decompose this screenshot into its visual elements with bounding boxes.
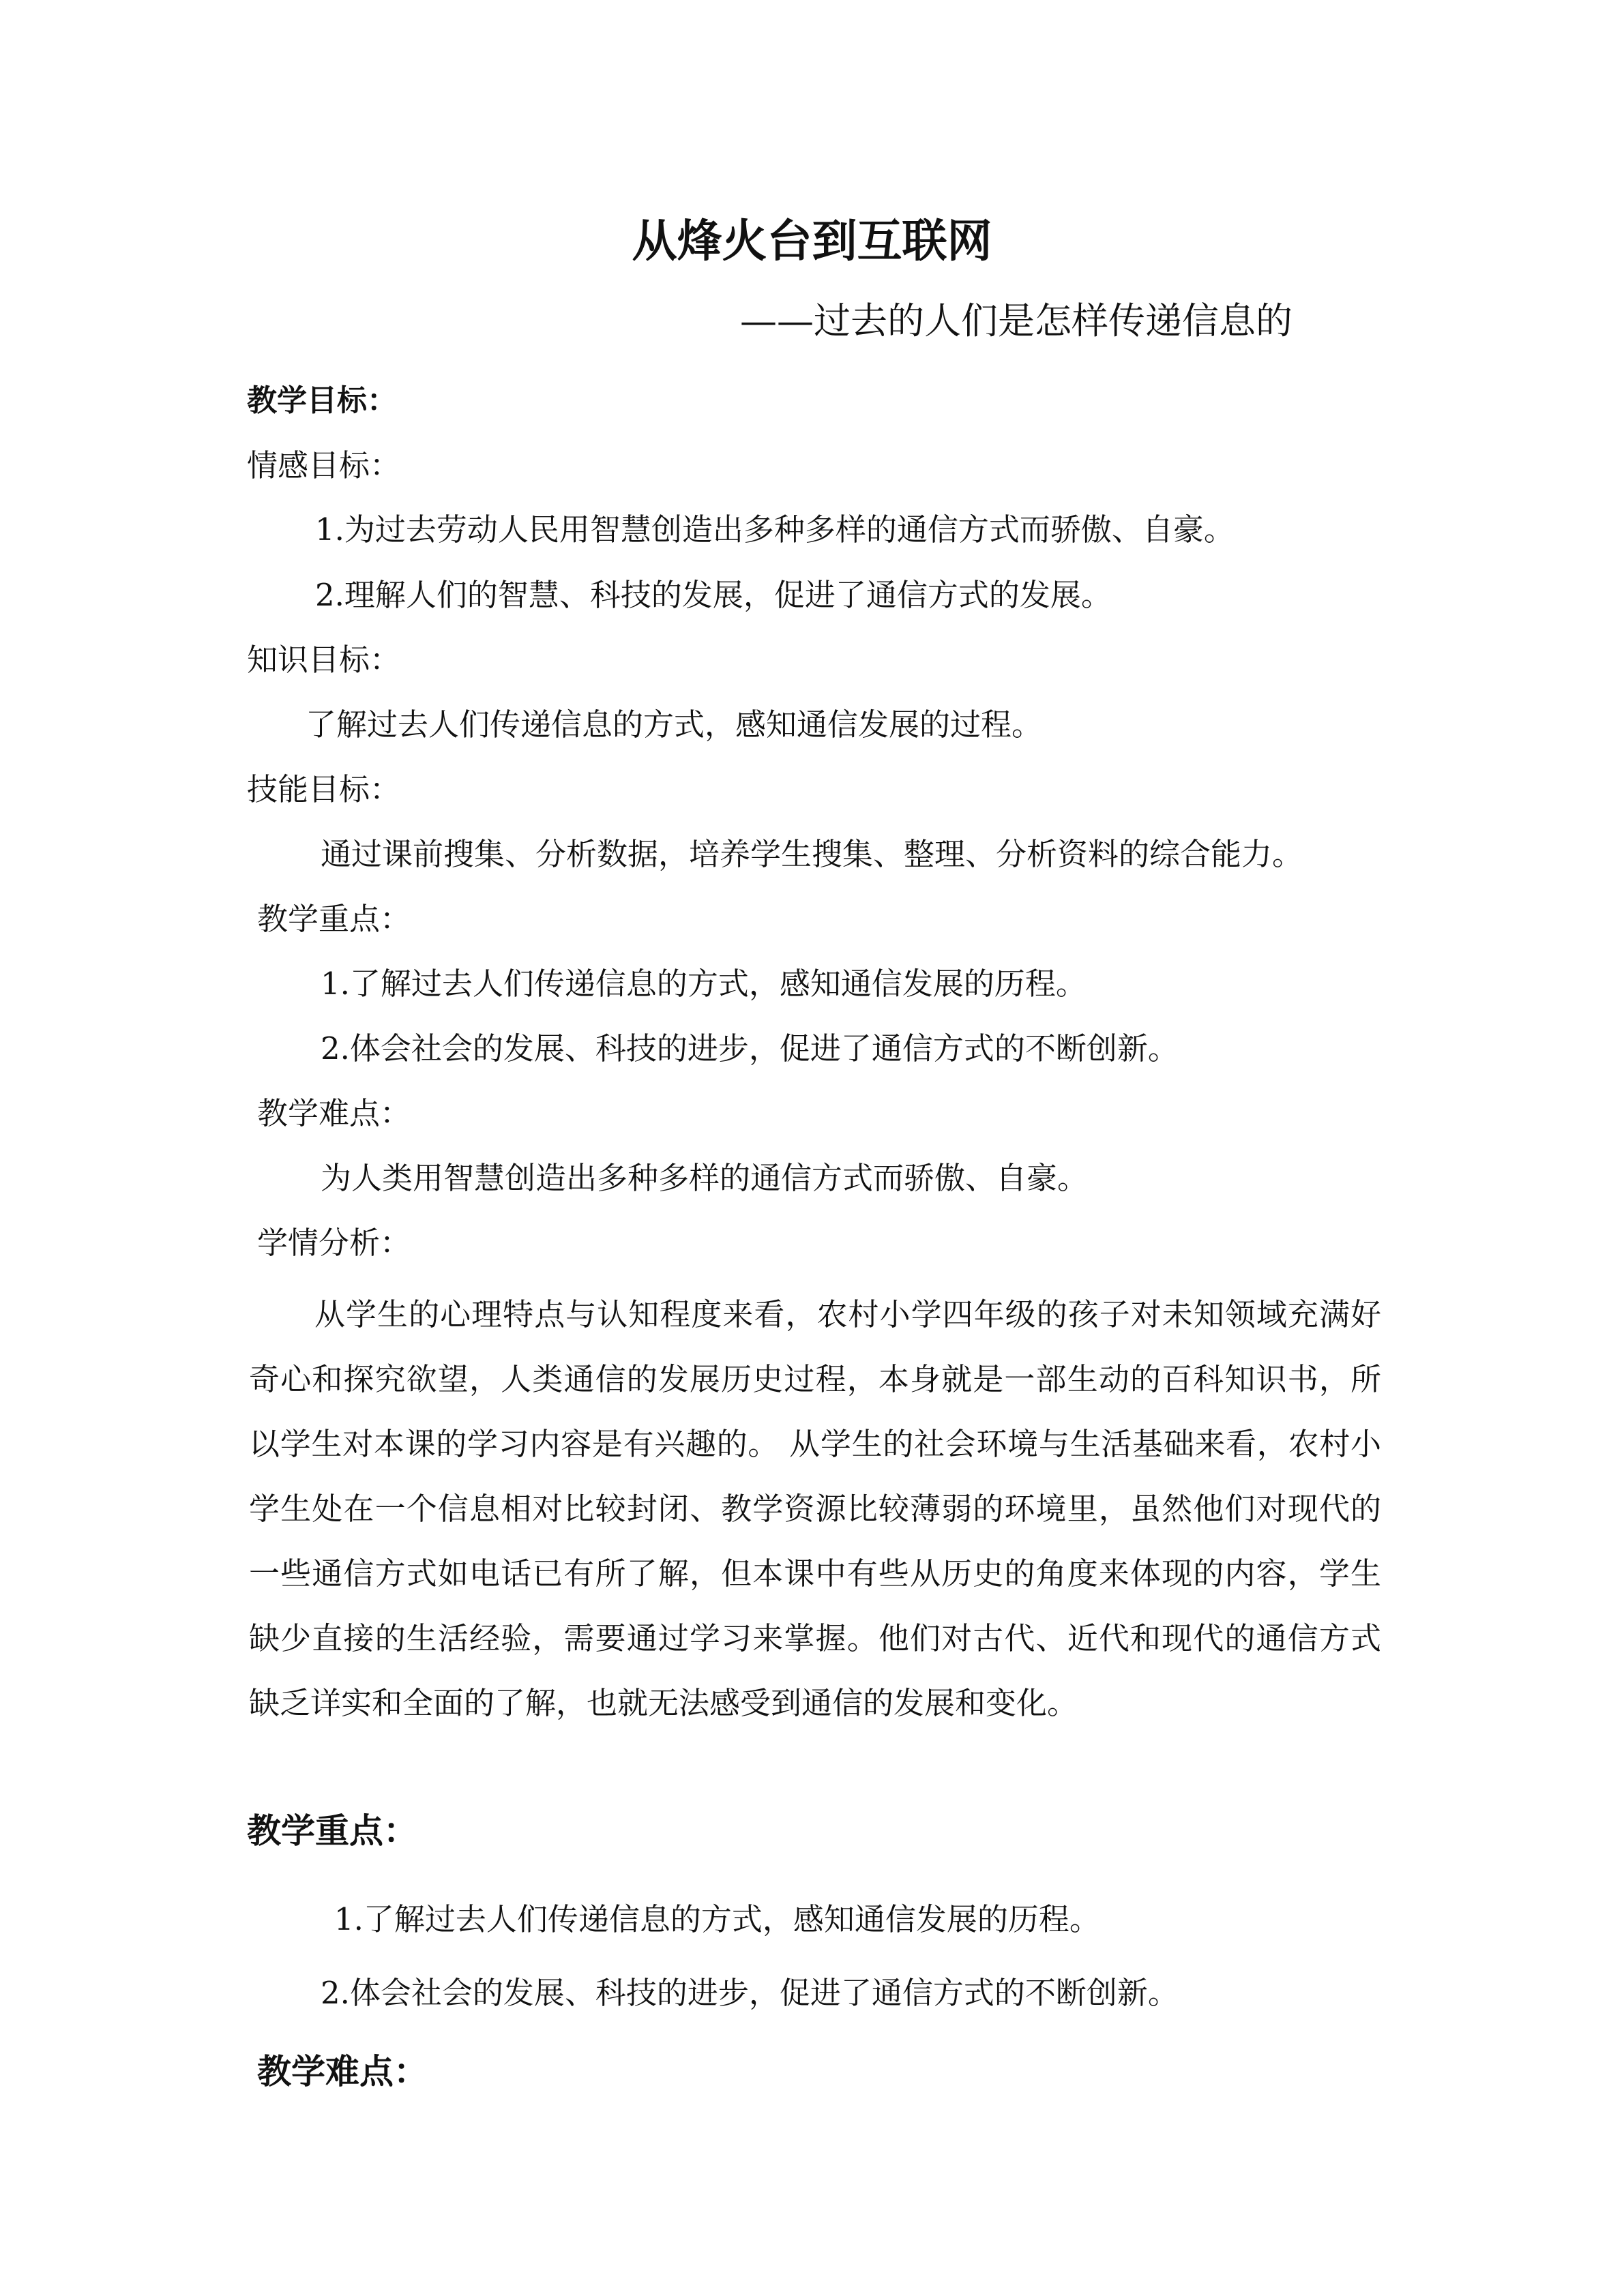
key-point-2-2: 2.体会社会的发展、科技的进步，促进了通信方式的不断创新。	[321, 1975, 1179, 2011]
learner-analysis-heading: 学情分析：	[257, 1225, 411, 1261]
skill-goals-heading: 技能目标：	[247, 771, 401, 807]
difficult-point: 为人类用智慧创造出多种多样的通信方式而骄傲、自豪。	[321, 1160, 1089, 1196]
learner-analysis-paragraph: 从学生的心理特点与认知程度来看，农村小学四年级的孩子对未知领域充满好奇心和探究欲望，人类通信的发展历史过程，本身就是一部生动的百科知识书，所以学生对本课的学习内容是有兴趣的。 从学生的社会环境与生活基础来看，农村小学生处在一个信息相对比较封闭、教学资源比较薄弱的环境里，虽然他们对现代的一些通信方式如电话已有所了解，但本课中有些从历史的角度来体现的内容，学生缺少直接的生活经验，需要通过学习来掌握。他们对古代、近代和现代的通信方式缺乏详实和全面的了解，也就无法感受到通信的发展和变化。	[249, 1296, 1381, 1721]
emotional-goals-heading: 情感目标：	[247, 447, 401, 483]
teaching-goals-heading: 教学目标：	[247, 383, 397, 418]
difficult-points-heading-2: 教学难点：	[257, 2052, 428, 2091]
skill-goal: 通过课前搜集、分析数据，培养学生搜集、整理、分析资料的综合能力。	[321, 836, 1303, 872]
emotional-goal-1: 1.为过去劳动人民用智慧创造出多种多样的通信方式而骄傲、自豪。	[315, 511, 1235, 548]
difficult-points-heading: 教学难点：	[257, 1095, 411, 1131]
knowledge-goal: 了解过去人们传递信息的方式，感知通信发展的过程。	[306, 706, 1043, 743]
key-points-heading-2: 教学重点：	[247, 1811, 417, 1851]
key-point-2-1: 1.了解过去人们传递信息的方式，感知通信发展的历程。	[334, 1901, 1100, 1937]
key-point-1: 1.了解过去人们传递信息的方式，感知通信发展的历程。	[321, 966, 1087, 1002]
knowledge-goals-heading: 知识目标：	[247, 642, 401, 678]
key-point-2: 2.体会社会的发展、科技的进步，促进了通信方式的不断创新。	[321, 1030, 1179, 1067]
emotional-goal-2: 2.理解人们的智慧、科技的发展，促进了通信方式的发展。	[315, 577, 1112, 613]
key-points-heading: 教学重点：	[257, 901, 411, 937]
document-subtitle: ——过去的人们是怎样传递信息的	[740, 299, 1293, 342]
document-title: 从烽火台到互联网	[632, 215, 992, 267]
